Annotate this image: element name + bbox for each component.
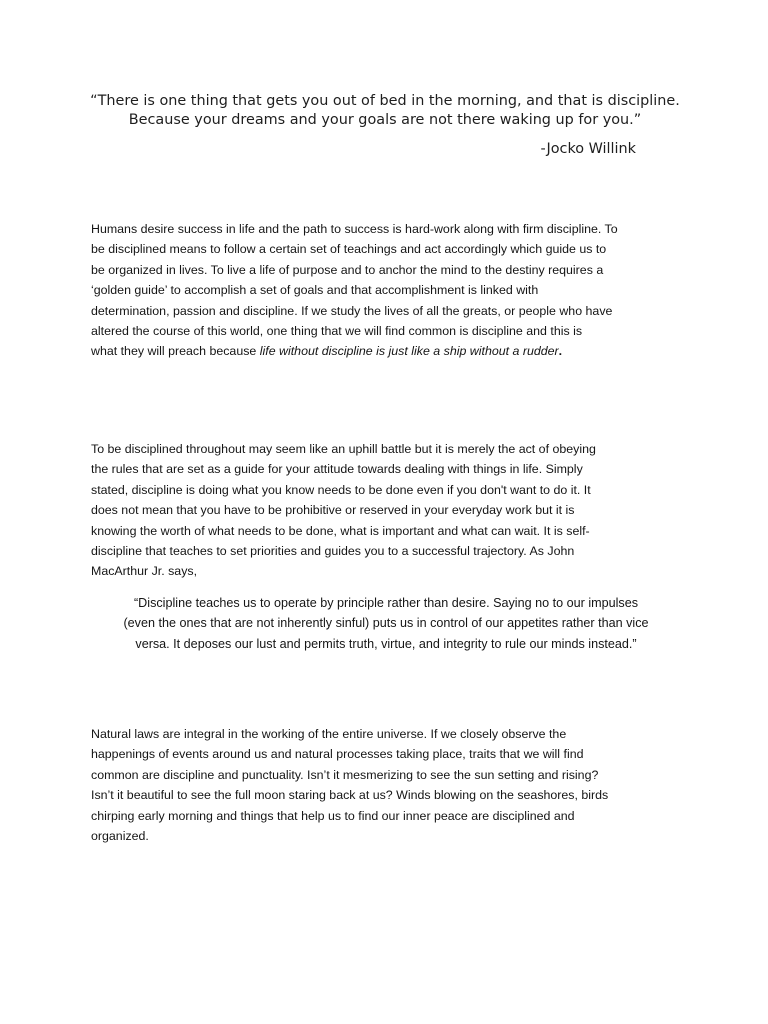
text-line: be organized in lives. To live a life of purpose and to anchor the mind to the destiny requires a <box>91 262 604 277</box>
text-line: MacArthur Jr. says, <box>91 564 198 579</box>
epigraph-author: -Jocko Willink <box>540 141 636 157</box>
text-line: Isn’t it beautiful to see the full moon staring back at us? Winds blowing on the seashores, birds <box>91 788 609 803</box>
text-line: be disciplined means to follow a certain set of teachings and act accordingly which guide us to <box>91 242 607 257</box>
text-run: what they will preach because <box>91 344 260 359</box>
epigraph-line: Because your dreams and your goals are not there waking up for you.” <box>128 112 642 128</box>
quote-line: “Discipline teaches us to operate by principle rather than desire. Saying no to our impulses <box>133 596 639 610</box>
block-quote <box>86 593 686 654</box>
epigraph-line: “There is one thing that gets you out of bed in the morning, and that is discipline. <box>90 93 680 109</box>
text-line: happenings of events around us and natural processes taking place, traits that we will find <box>91 747 584 762</box>
quote-line: (even the ones that are not inherently sinful) puts us in control of our appetites rather than vice <box>123 616 649 631</box>
epigraph-quote <box>60 92 710 130</box>
text-line: does not mean that you have to be prohibitive or reserved in your everyday work but it is <box>91 503 575 518</box>
text-line <box>91 341 691 361</box>
paragraph-success <box>91 219 691 362</box>
text-line: discipline that teaches to set priorities and guides you to a successful trajectory. As John <box>91 544 575 559</box>
text-line: stated, discipline is doing what you know needs to be done even if you don't want to do it. It <box>91 482 591 497</box>
text-line: organized. <box>91 829 149 844</box>
text-line: ‘golden guide’ to accomplish a set of goals and that accomplishment is linked with <box>91 283 539 298</box>
text-line: common are discipline and punctuality. Isn’t it mesmerizing to see the sun setting and rising? <box>91 767 599 782</box>
paragraph-uphill-battle <box>91 439 691 582</box>
text-line: Humans desire success in life and the path to success is hard-work along with firm discipline. To <box>91 222 618 236</box>
text-line: the rules that are set as a guide for your attitude towards dealing with things in life. Simply <box>91 462 583 477</box>
text-line: chirping early morning and things that help us to find our inner peace are disciplined and <box>91 808 575 823</box>
text-run: . <box>558 344 563 359</box>
text-line: determination, passion and discipline. If we study the lives of all the greats, or people who have <box>91 303 613 318</box>
text-line: Natural laws are integral in the working of the entire universe. If we closely observe the <box>91 727 567 741</box>
text-line: altered the course of this world, one thing that we will find common is discipline and this is <box>91 324 583 339</box>
text-line: To be disciplined throughout may seem like an uphill battle but it is merely the act of obeying <box>91 442 596 456</box>
quote-line: versa. It deposes our lust and permits truth, virtue, and integrity to rule our minds instead.” <box>135 636 637 651</box>
paragraph-natural-laws <box>91 724 691 846</box>
italic-emphasis: life without discipline is just like a ship without a rudder <box>259 344 559 359</box>
text-line: knowing the worth of what needs to be done, what is important and what can wait. It is self- <box>91 523 590 538</box>
